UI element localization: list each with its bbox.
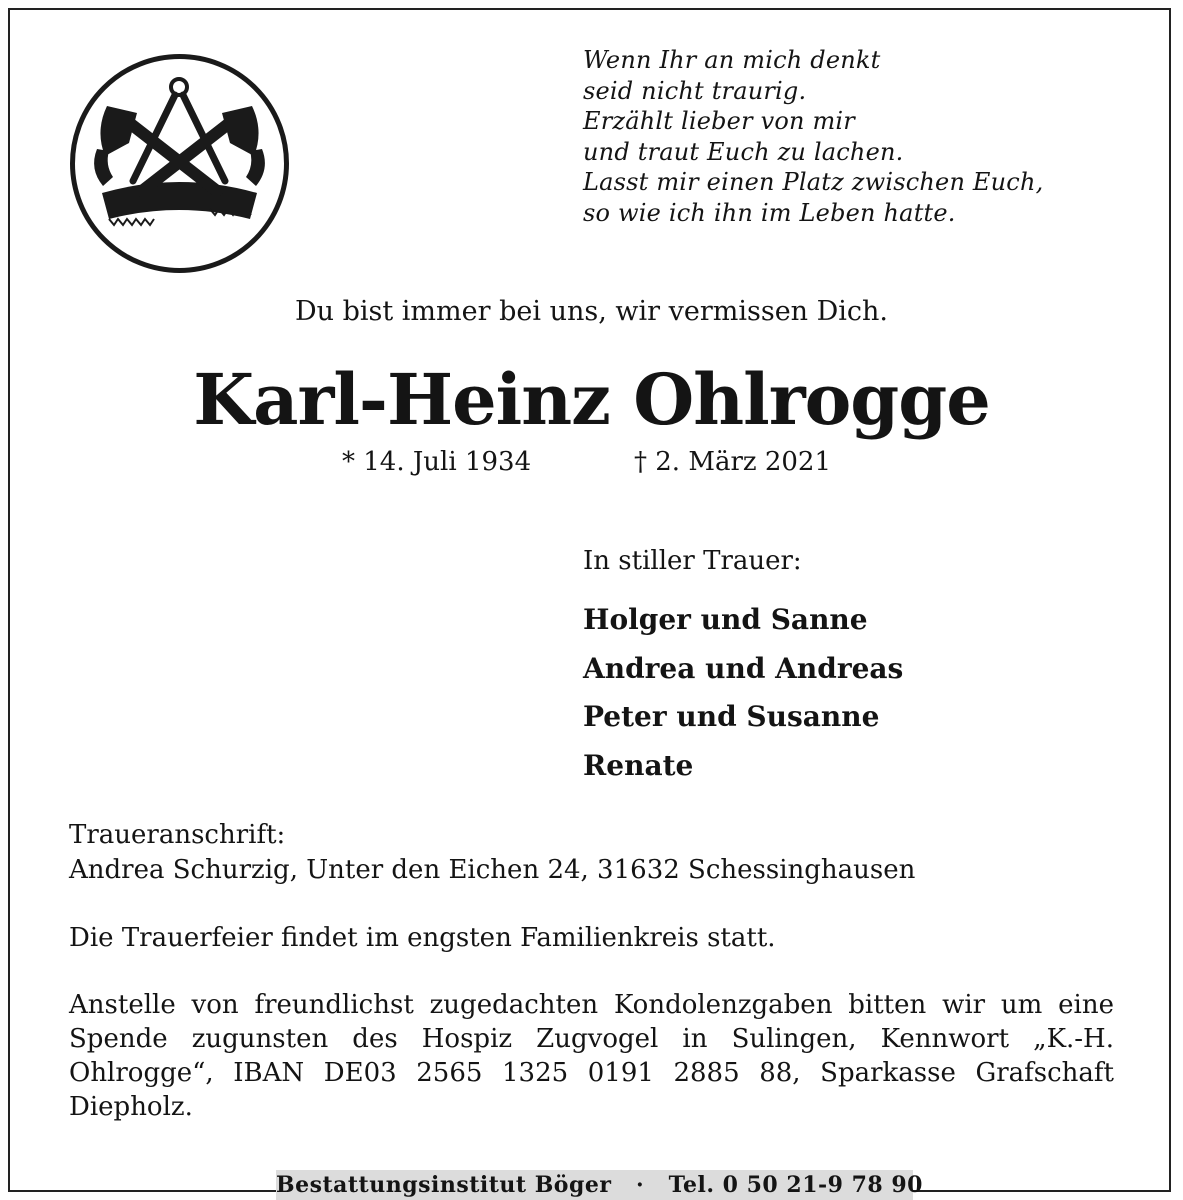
funeral-home-footer [276,1170,923,1200]
poem-line: so wie ich ihn im Leben hatte. [583,198,956,227]
mourner-name: Renate [583,748,694,782]
footer-separator: · [635,1172,645,1198]
poem-line: Lasst mir einen Platz zwischen Euch, [583,168,1044,196]
mourner-name: Holger und Sanne [583,603,868,636]
donation-note: Anstelle von freundlichst zugedachten Kondolenzgaben bitten wir um eine Spende zugunsten des Hospiz Zugvogel in Sulingen, Kennwort „K.-H. Ohlrogge“, IBAN DE03 2565 1325 0191 2885 88, Sparkasse Grafschaft Diepholz. [69,990,1114,1122]
poem [583,45,1043,228]
funeral-home-phone: Tel. 0 50 21-9 78 90 [668,1172,923,1198]
mourning-intro: In stiller Trauer: [583,546,802,576]
funeral-home-name: Bestattungsinstitut Böger [276,1172,612,1198]
poem-line: Erzählt lieber von mir [583,107,855,135]
poem-line: seid nicht traurig. [583,76,807,105]
deceased-name: Karl-Heinz Ohlrogge [193,358,990,441]
birth-date: * 14. Juli 1934 [342,447,532,477]
mourner-name: Peter und Susanne [583,700,880,733]
address-text: Andrea Schurzig, Unter den Eichen 24, 31632 Schessinghausen [69,855,916,885]
mourner-list [583,596,903,790]
poem-line: Wenn Ihr an mich denkt [583,46,881,74]
address-label: Traueranschrift: [69,820,286,850]
carpenter-guild-emblem-icon [67,51,292,276]
ceremony-note: Die Trauerfeier findet im engsten Familienkreis statt. [69,923,776,953]
poem-line: und traut Euch zu lachen. [583,137,904,166]
mourner-name: Andrea und Andreas [583,651,904,685]
tagline: Du bist immer bei uns, wir vermissen Dich. [294,296,889,327]
death-date: † 2. März 2021 [634,447,832,477]
